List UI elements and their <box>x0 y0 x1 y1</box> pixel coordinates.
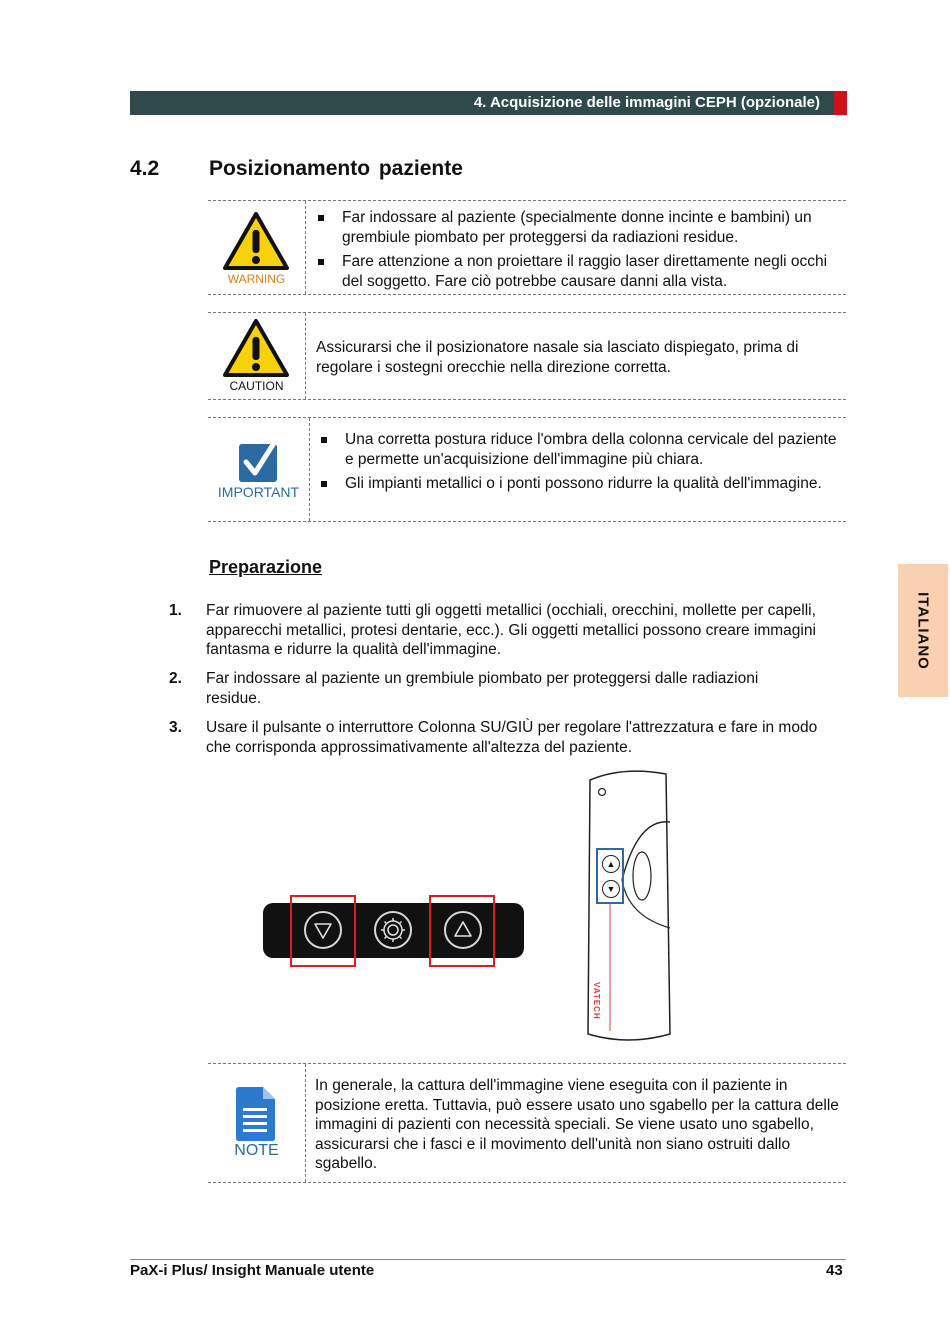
note-icon-cell <box>208 1064 306 1182</box>
page-number: 43 <box>826 1262 843 1279</box>
note-notice <box>208 1063 846 1183</box>
important-item: Gli impianti metallici o i ponti possono ridurre la qualità dell'immagine. <box>319 474 846 494</box>
checkmark-icon <box>238 440 278 484</box>
chapter-header-bar <box>130 91 834 115</box>
warning-notice <box>208 200 846 295</box>
important-label: IMPORTANT <box>217 484 300 500</box>
footer-manual-title: PaX-i Plus/ Insight Manuale utente <box>130 1262 375 1279</box>
gear-icon <box>376 913 410 947</box>
warning-icon-cell <box>208 201 306 294</box>
important-text <box>319 430 846 499</box>
document-icon <box>234 1086 276 1142</box>
remote-down-button[interactable] <box>602 880 620 898</box>
warning-triangle-icon <box>222 211 290 271</box>
header-accent <box>834 91 847 115</box>
important-icon-cell <box>208 418 310 521</box>
important-item: Una corretta postura riduce l'ombra della colonna cervicale del paziente e permette un'acquisizione dell'immagine più chiara. <box>319 430 846 469</box>
section-number: 4.2 <box>130 157 160 180</box>
remote-up-button[interactable] <box>602 855 620 873</box>
up-arrow-icon: ▲ <box>606 859 616 869</box>
step-number: 1. <box>169 602 182 619</box>
caution-triangle-icon <box>222 318 290 378</box>
down-button-highlight <box>290 895 356 967</box>
footer-divider <box>130 1259 846 1260</box>
warning-label: WARNING <box>227 272 286 286</box>
remote-buttons-highlight <box>596 848 624 904</box>
warning-item: Far indossare al paziente (specialmente donne incinte e bambini) un grembiule piombato per proteggersi da radiazioni residue. <box>316 208 846 247</box>
warning-text <box>316 208 846 296</box>
caution-icon-cell <box>208 313 306 399</box>
section-title: Posizionamento paziente <box>209 157 463 180</box>
caution-label: CAUTION <box>229 379 284 393</box>
step-number: 2. <box>169 670 182 687</box>
caution-text: Assicurarsi che il posizionatore nasale sia lasciato dispiegato, prima di regolare i sostegni orecchie nella direzione corretta. <box>316 339 799 376</box>
remote-brand-logo: VATECH <box>592 982 601 1020</box>
caution-notice <box>208 312 846 400</box>
note-label: NOTE <box>234 1142 279 1159</box>
settings-button[interactable] <box>374 911 412 949</box>
note-text: In generale, la cattura dell'immagine viene eseguita con il paziente in posizione eretta. Tuttavia, può essere usato uno sgabello per la cattura delle immagini di pazienti con necessità speciali. Se viene usato uno sgabello, assicurarsi che i fasci e il movimento dell'unità non siano ostruiti dallo sgabello. <box>315 1077 839 1172</box>
step-number: 3. <box>169 719 182 736</box>
preparation-heading: Preparazione <box>209 557 323 577</box>
step-text: Far indossare al paziente un grembiule piombato per proteggersi dalle radiazioni residue. <box>206 670 759 707</box>
step-text: Far rimuovere al paziente tutti gli oggetti metallici (occhiali, orecchini, mollette per capelli, apparecchi metallici, protesi dentarie, ecc.). Gli oggetti metallici possono creare immagini fantasma e ridurre la qualità dell'immagine. <box>206 602 816 658</box>
chapter-title: 4. Acquisizione delle immagini CEPH (opzionale) <box>473 94 820 111</box>
step-text: Usare il pulsante o interruttore Colonna SU/GIÙ per regolare l'attrezzatura e fare in modo che corrisponda approssimativamente all'altezza del paziente. <box>206 719 818 756</box>
warning-item: Fare attenzione a non proiettare il raggio laser direttamente negli occhi del soggetto. Fare ciò potrebbe causare danni alla vista. <box>316 252 846 291</box>
down-arrow-icon: ▼ <box>606 884 616 894</box>
important-notice <box>208 417 846 522</box>
up-button-highlight <box>429 895 495 967</box>
language-side-tab <box>898 564 948 697</box>
language-tab-label: ITALIANO <box>914 591 932 670</box>
